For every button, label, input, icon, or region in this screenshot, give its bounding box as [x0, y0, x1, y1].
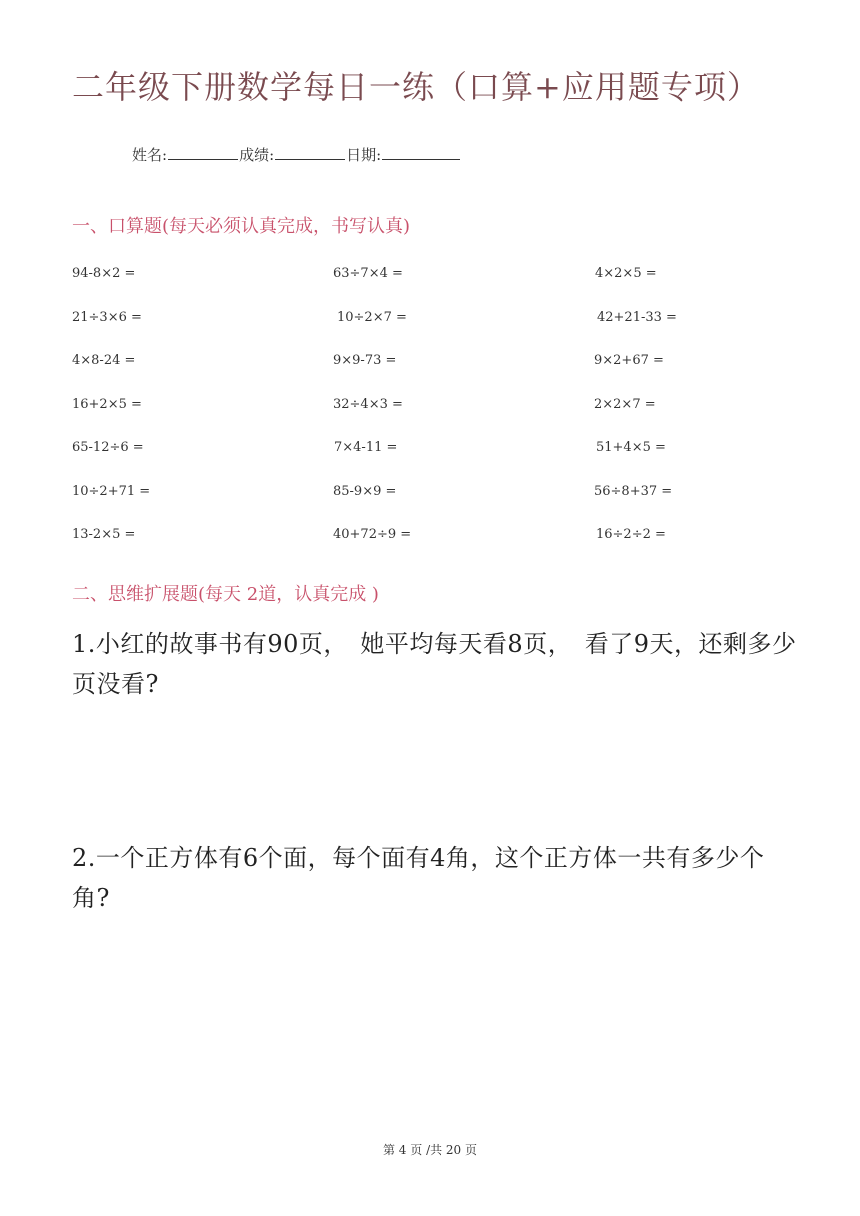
score-label: 成绩: [239, 146, 275, 164]
problem: 94-8×2 = [72, 266, 136, 281]
problem: 21÷3×6 = [72, 309, 142, 325]
problem: 10÷2×7 = [337, 309, 407, 325]
problem-row [72, 440, 772, 484]
problem: 10÷2+71 = [72, 483, 151, 499]
problem: 4×8-24 = [72, 353, 136, 368]
problem: 32÷4×3 = [333, 396, 403, 412]
problem: 2×2×7 = [594, 396, 656, 412]
problem: 56÷8+37 = [594, 483, 673, 499]
page-footer: 第 4 页 /共 20 页 [382, 1143, 478, 1157]
section-heading-thinking-extension: 二、思维扩展题(每天 2道，认真完成 ) [72, 584, 379, 605]
problem-row [72, 527, 772, 571]
problem: 16+2×5 = [72, 396, 142, 412]
word-problem-1: 1.小红的故事书有90页， 她平均每天看8页， 看了9天，还剩多少页没看? [72, 630, 797, 698]
score-blank[interactable] [275, 145, 345, 160]
name-blank[interactable] [168, 145, 238, 160]
problem-row [72, 353, 772, 397]
page-title: 二年级下册数学每日一练（口算+应用题专项） [72, 68, 760, 106]
problem-row [72, 484, 772, 528]
problem: 63÷7×4 = [333, 266, 403, 281]
name-label: 姓名: [132, 146, 168, 164]
problem-row [72, 266, 772, 310]
problem: 7×4-11 = [334, 440, 398, 455]
student-info-line [132, 144, 461, 165]
problem: 9×9-73 = [333, 353, 397, 368]
problem: 4×2×5 = [595, 266, 657, 281]
problem: 65-12÷6 = [72, 440, 144, 455]
problem: 51+4×5 = [596, 440, 666, 455]
date-blank[interactable] [382, 145, 460, 160]
problem-row [72, 397, 772, 441]
problem: 40+72÷9 = [333, 527, 412, 542]
section-heading-mental-math: 一、口算题(每天必须认真完成，书写认真) [72, 216, 411, 237]
date-label: 日期: [346, 146, 382, 164]
problem: 42+21-33 = [597, 309, 677, 325]
word-problem-2: 2.一个正方体有6个面，每个面有4角，这个正方体一共有多少个角? [72, 844, 765, 912]
problem: 9×2+67 = [594, 353, 664, 368]
mental-math-grid [72, 266, 772, 571]
problem: 16÷2÷2 = [596, 527, 666, 542]
problem: 13-2×5 = [72, 527, 136, 542]
problem: 85-9×9 = [333, 483, 397, 499]
problem-row [72, 310, 772, 354]
